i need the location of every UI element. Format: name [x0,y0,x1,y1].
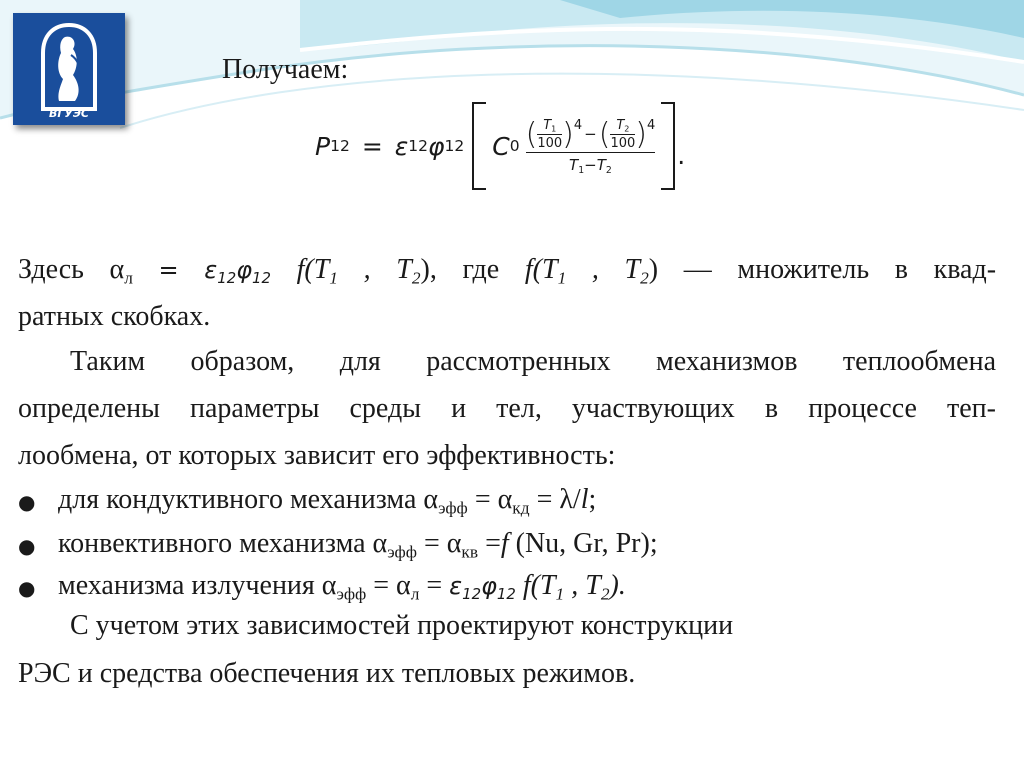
t1-symbol: T [543,118,552,133]
formula-lhs: P [315,131,331,161]
bullet-item-2 [58,528,658,562]
b3-phi: φ [481,572,497,600]
b3-eps-phi [449,572,516,603]
b3-f: f(T [522,570,556,601]
para1-f2-sub2: 2 [640,268,649,288]
para1-f2-sep: , T [566,254,641,285]
logo-text: ВГУЭС [48,107,90,120]
numerator-minus: − [584,125,597,143]
para1-end: ) — множитель в квад- [648,254,997,285]
para1-f1-sep: , T [337,254,412,285]
b1-end: = λ/ [529,484,581,515]
den-t1: T [569,156,579,174]
para1-eps-phi [204,256,271,287]
b2-end: (Nu, Gr, Pr); [508,528,658,559]
para1-alpha-sub: л [124,268,133,288]
para1-eps-sub: 12 [217,268,237,287]
para1-phi-sub: 12 [252,268,271,287]
t1-frac-bar [537,134,562,135]
b2-f: f [500,528,509,559]
bullet-dot-1: ● [18,490,36,514]
para1-func2 [524,254,649,288]
b3-end: ). [609,570,626,601]
den-t2: T [596,156,606,174]
university-logo [13,13,125,125]
bullet-item-1 [58,484,597,518]
den-t1-sub: 1 [578,164,585,176]
para1-f1-sub2: 2 [411,268,421,288]
t1-over-100 [537,119,562,150]
b1-semi: ; [588,484,597,515]
para2-line2: определены параметры среды и тел, участвующих в процессе теп- [18,393,996,424]
formula-dot: . [677,141,686,170]
para3-line1: С учетом этих зависимостей проектируют конструкции [70,610,734,641]
para1-eq: = [158,256,179,284]
formula-phi: φ [428,131,445,161]
b2-eq: = [478,528,501,559]
right-bracket [661,102,675,190]
b2-text: конвективного механизма α [58,528,388,559]
para1-after: ), где [420,254,500,285]
b1-text: для кондуктивного механизма α [58,484,439,515]
fraction-numerator [525,116,656,152]
para1-line2: ратных скобках. [18,301,211,332]
b2-sub1: эфф [387,542,417,562]
b3-sub1: эфф [336,584,367,604]
b1-sub1: эфф [438,498,468,518]
t2-frac-bar [610,134,635,135]
power-2: 4 [646,118,656,133]
formula-main-fraction [525,116,656,176]
paren-open-2: ( [598,116,611,152]
para1-f2: f(T [524,254,558,285]
power-1: 4 [573,118,583,133]
b3-f-sub2: 2 [600,584,610,604]
b3-mid: = α [366,570,411,601]
left-bracket [472,102,486,190]
para1-f1-sub1: 1 [329,268,338,288]
t2-over-100 [610,119,635,150]
para1-eps: ε [204,256,218,284]
b3-text: механизма излучения α [58,570,337,601]
b3-eps-sub: 12 [462,584,482,603]
den-t2-sub: 2 [605,164,612,176]
b3-eps: ε [449,572,463,600]
t2-frac-num [610,119,635,132]
t1-frac-num [537,119,562,132]
b3-f-sub1: 1 [555,584,565,604]
para1-f2-sub1: 1 [557,268,567,288]
bullet-dot-2: ● [18,534,36,558]
b1-l: l [580,484,589,515]
t2-frac-den: 100 [610,136,636,151]
main-formula: P 12 = ε 12 φ 12 C 0 ( $\frac{T_1}{100}$ ) 4 − ( $\frac{T_2}{100}$ ) 4 $T_1-T_2$ . [315,100,755,192]
formula-eq: = [361,131,383,161]
para2-line1: Таким образом, для рассмотренных механизмов теплообмена [70,346,996,377]
para1-f1: f(T [296,254,330,285]
t2-sub: 2 [624,124,630,134]
b3-phi-sub: 12 [496,584,516,603]
formula-eps: ε [394,131,409,161]
heading-text: Получаем: [222,54,349,85]
para2-line3: лообмена, от которых зависит его эффективность: [18,440,616,471]
paren-close-2: ) [635,116,647,152]
t2-symbol: T [616,118,625,133]
b3-eq: = [419,570,450,601]
b1-mid: = α [467,484,513,515]
b2-mid: = α [416,528,462,559]
b1-sub2: кд [512,498,530,518]
paren-open-1: ( [525,116,538,152]
b3-sub2: л [410,584,420,604]
formula-c: C [492,131,510,161]
b3-func [522,570,610,604]
para3-line2: РЭС и средства обеспечения их тепловых режимов. [18,658,636,689]
t1-sub: 1 [551,124,557,134]
para1-func1 [296,254,421,288]
main-fraction-bar [526,152,656,153]
den-minus: − [584,156,597,174]
b3-f-sep: , T [564,570,601,601]
paren-close-1: ) [562,116,574,152]
bullet-dot-3: ● [18,576,36,600]
para1-phi: φ [236,256,253,284]
b2-sub2: кв [461,542,479,562]
para1-line1 [18,254,997,288]
bullet-item-3 [58,570,626,604]
para1-text-start: Здесь α [18,254,125,285]
t1-frac-den: 100 [537,136,563,151]
fraction-denominator [526,155,656,176]
